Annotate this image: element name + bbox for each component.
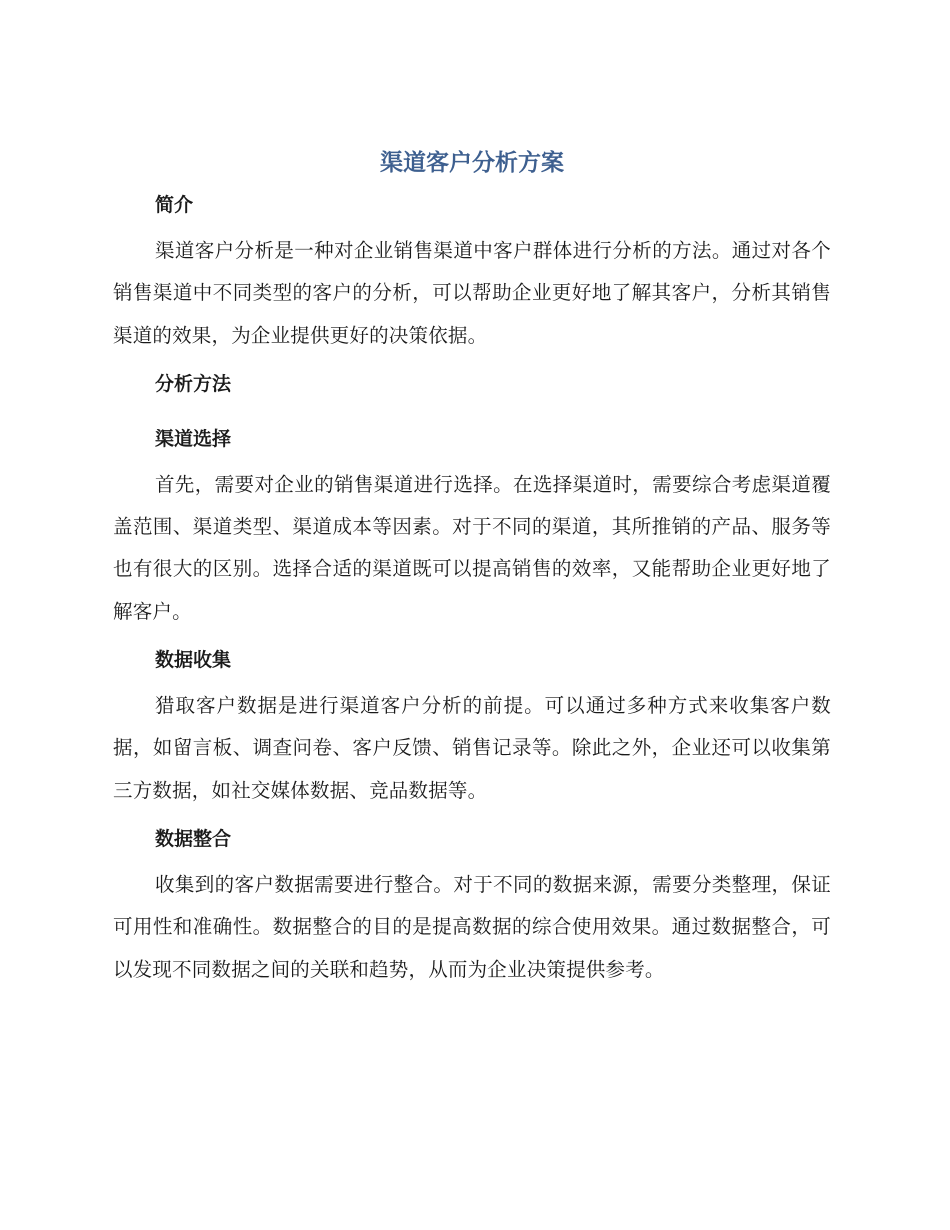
section-paragraph-channel-selection: 首先，需要对企业的销售渠道进行选择。在选择渠道时，需要综合考虑渠道覆盖范围、渠道类型、渠道成本等因素。对于不同的渠道，其所推销的产品、服务等也有很大的区别。选择合适的渠道既可以提高销售的效率，又能帮助企业更好地了解客户。 <box>113 472 831 623</box>
document-title: 渠道客户分析方案 <box>380 150 564 176</box>
section-paragraph-data-collection: 猎取客户数据是进行渠道客户分析的前提。可以通过多种方式来收集客户数据，如留言板、调查问卷、客户反馈、销售记录等。除此之外，企业还可以收集第三方数据，如社交媒体数据、竞品数据等。 <box>113 694 831 802</box>
section-heading-methods: 分析方法 <box>155 372 232 395</box>
section-paragraph-data-integration: 收集到的客户数据需要进行整合。对于不同的数据来源，需要分类整理，保证可用性和准确性。数据整合的目的是提高数据的综合使用效果。通过数据整合，可以发现不同数据之间的关联和趋势，从而为企业决策提供参考。 <box>113 872 831 981</box>
section-paragraph-intro: 渠道客户分析是一种对企业销售渠道中客户群体进行分析的方法。通过对各个销售渠道中不同类型的客户的分析，可以帮助企业更好地了解其客户，分析其销售渠道的效果，为企业提供更好的决策依据。 <box>113 239 831 347</box>
section-heading-data-integration: 数据整合 <box>155 827 232 850</box>
document-body <box>113 146 831 991</box>
section-heading-intro: 简介 <box>155 194 194 216</box>
section-heading-channel-selection: 渠道选择 <box>155 427 232 450</box>
section-heading-data-collection: 数据收集 <box>155 649 232 672</box>
